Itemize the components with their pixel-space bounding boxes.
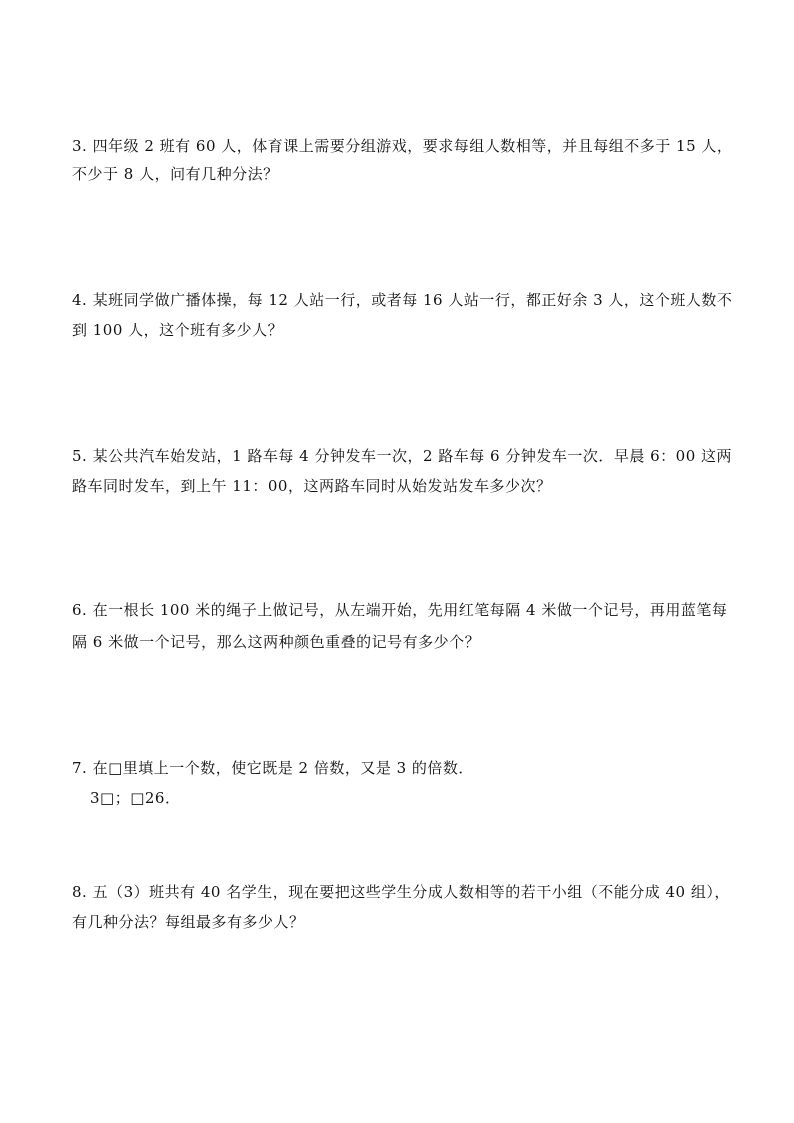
question-3-line-1: 3. 四年级 2 班有 60 人，体育课上需要分组游戏，要求每组人数相等，并且每组不多于 15 人， xyxy=(72,137,733,155)
question-3-line-2: 不少于 8 人，问有几种分法？ xyxy=(72,165,279,183)
question-6-line-1: 6. 在一根长 100 米的绳子上做记号，从左端开始，先用红笔每隔 4 米做一个记号，再用蓝笔每 xyxy=(72,601,728,619)
question-6-line-2: 隔 6 米做一个记号，那么这两种颜色重叠的记号有多少个？ xyxy=(72,633,481,651)
question-7-line-2: 3□；□26． xyxy=(90,789,181,807)
question-5-line-2: 路车同时发车，到上午 11：00，这两路车同时从始发站发车多少次？ xyxy=(72,477,552,495)
question-7-line-1: 7. 在□里填上一个数，使它既是 2 倍数，又是 3 的倍数． xyxy=(72,759,474,777)
question-8-line-2: 有几种分法？每组最多有多少人？ xyxy=(72,913,305,931)
question-4-line-1: 4. 某班同学做广播体操，每 12 人站一行，或者每 16 人站一行，都正好余 3 人，这个班人数不 xyxy=(72,291,733,309)
question-4-line-2: 到 100 人，这个班有多少人？ xyxy=(72,321,284,339)
question-5-line-1: 5. 某公共汽车始发站，1 路车每 4 分钟发车一次，2 路车每 6 分钟发车一次．早晨 6：00 这两 xyxy=(72,447,733,465)
question-8-line-1: 8. 五（3）班共有 40 名学生，现在要把这些学生分成人数相等的若干小组（不能分成 40 组）， xyxy=(72,883,730,901)
